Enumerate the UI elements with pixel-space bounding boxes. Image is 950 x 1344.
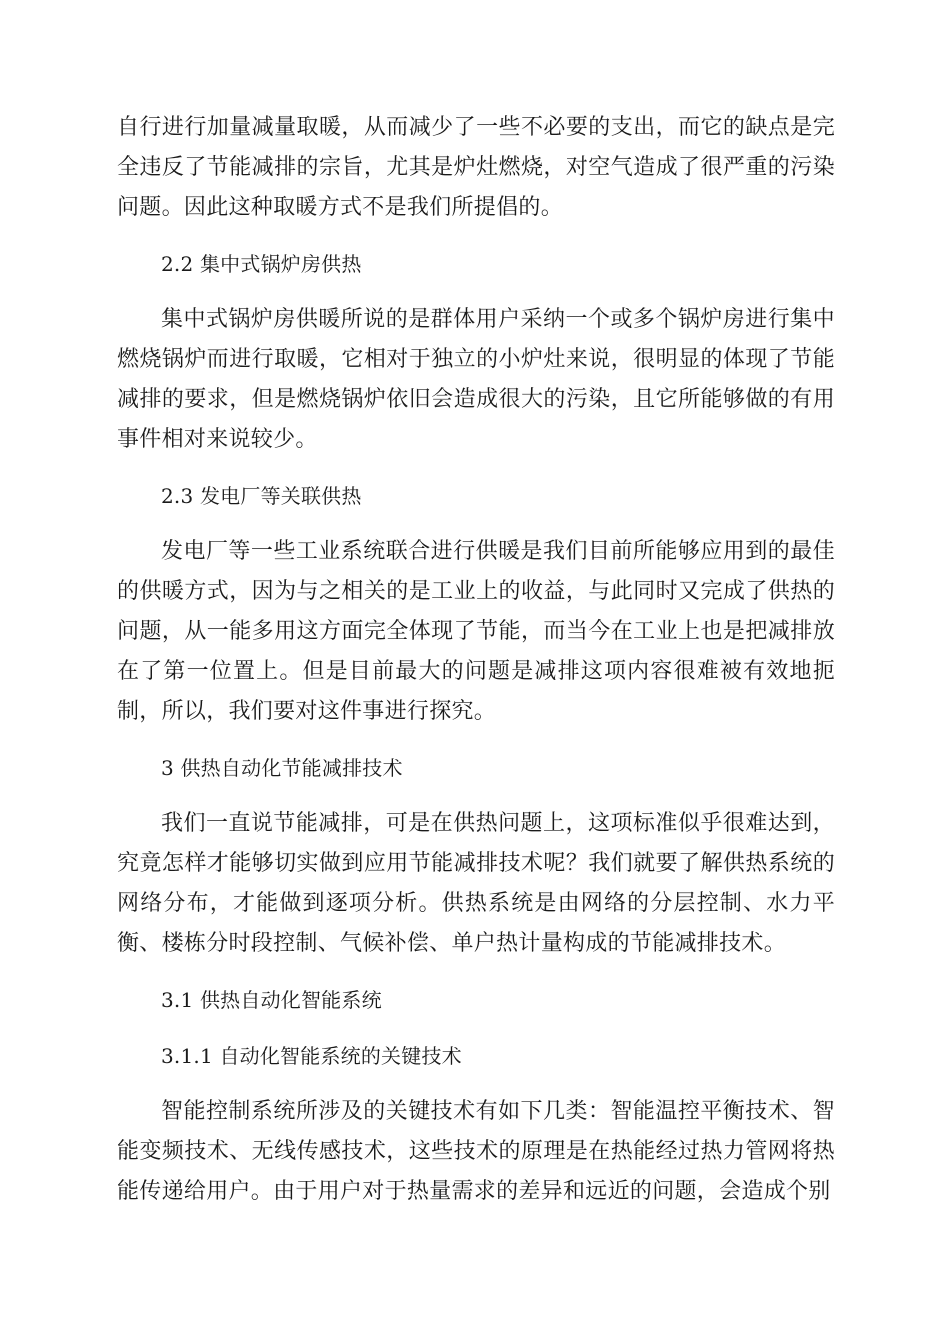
paragraph-key-technologies: 智能控制系统所涉及的关键技术有如下几类：智能温控平衡技术、智能变频技术、无线传感技术，这些技术的原理是在热能经过热力管网将热能传递给用户。由于用户对于热量需求的差异和远近的问题，会造成个别 (117, 1099, 835, 1204)
section-heading-3: 3 供热自动化节能减排技术 (161, 756, 403, 780)
section-heading-2-3: 2.3 发电厂等关联供热 (161, 484, 362, 508)
paragraph-energy-saving: 我们一直说节能减排，可是在供热问题上，这项标准似乎很难达到，究竟怎样才能够切实做到应用节能减排技术呢？我们就要了解供热系统的网络分布，才能做到逐项分析。供热系统是由网络的分层控制、水力平衡、楼栋分时段控制、气候补偿、单户热计量构成的节能减排技术。 (117, 811, 835, 956)
paragraph-central-boiler: 集中式锅炉房供暖所说的是群体用户采纳一个或多个锅炉房进行集中燃烧锅炉而进行取暖，它相对于独立的小炉灶来说，很明显的体现了节能减排的要求，但是燃烧锅炉依旧会造成很大的污染，且它所能够做的有用事件相对来说较少。 (117, 307, 835, 452)
section-heading-3-1: 3.1 供热自动化智能系统 (161, 988, 382, 1012)
paragraph-heating-drawbacks: 自行进行加量减量取暖，从而减少了一些不必要的支出，而它的缺点是完全违反了节能减排的宗旨，尤其是炉灶燃烧，对空气造成了很严重的污染问题。因此这种取暖方式不是我们所提倡的。 (117, 115, 835, 220)
paragraph-power-plant: 发电厂等一些工业系统联合进行供暖是我们目前所能够应用到的最佳的供暖方式，因为与之相关的是工业上的收益，与此同时又完成了供热的问题，从一能多用这方面完全体现了节能，而当今在工业上也是把减排放在了第一位置上。但是目前最大的问题是减排这项内容很难被有效地扼制，所以，我们要对这件事进行探究。 (117, 539, 835, 724)
section-heading-2-2: 2.2 集中式锅炉房供热 (161, 252, 362, 276)
document-body (117, 108, 835, 1228)
section-heading-3-1-1: 3.1.1 自动化智能系统的关键技术 (161, 1044, 462, 1068)
